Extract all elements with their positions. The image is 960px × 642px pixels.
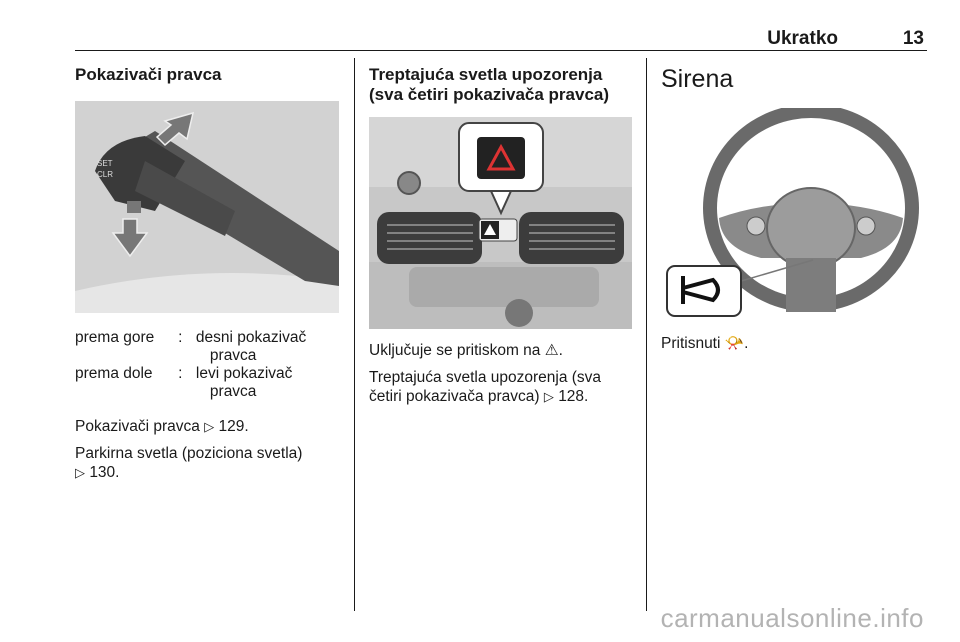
definition-term: prema dole [75,365,153,382]
hazard-warning-icon: ⚠ [544,342,559,359]
section-heading: Sirena [661,65,734,93]
definition-term: prema gore [75,329,155,346]
column-horn [661,60,926,353]
svg-text:CLR: CLR [97,170,114,179]
page-number: 13 [902,28,924,49]
watermark: carmanualsonline.info [660,603,924,633]
cross-reference-link[interactable]: 130. [89,464,120,481]
svg-text:SET: SET [97,159,113,168]
definition-table [75,329,340,401]
cross-reference-link[interactable]: 129. [218,418,249,435]
paragraph: Uključuje se pritiskom na ⚠. [369,342,563,359]
definition-description: levi pokazivač pravca [195,365,293,400]
column-turn-signals [75,60,340,482]
cross-reference-link[interactable]: 128. [558,388,589,405]
paragraph: Pritisnuti 📯. [661,335,749,352]
lever-drawing [75,101,339,313]
cross-reference-icon: ▷ [75,465,85,480]
section-heading: Treptajuća svetla upozorenja (sva četiri pokazivača pravca) [369,65,610,104]
cross-reference-icon: ▷ [543,389,554,404]
definition-separator: : [178,365,183,382]
cross-reference-icon: ▷ [204,419,215,434]
turn-signal-lever-illustration [75,101,339,313]
steering-wheel-drawing [661,108,925,320]
paragraph: Treptajuća svetla upozorenja (sva četiri pokazivača pravca) ▷ 128. [369,369,602,405]
definition-row [75,329,340,365]
column-divider [354,58,355,611]
chapter-title: Ukratko [767,28,838,49]
column-hazard-lights [369,60,634,406]
section-heading: Pokazivači pravca [75,65,222,84]
steering-wheel-illustration [661,108,925,320]
column-divider [646,58,647,611]
horn-icon: 📯 [724,335,745,352]
paragraph: Pokazivači pravca ▷ 129. [75,418,249,435]
hazard-switch-illustration [369,117,632,329]
dashboard-drawing [369,117,632,329]
header-rule [75,50,927,51]
definition-description: desni pokazivač pravca [195,329,307,364]
definition-row [75,365,340,401]
definition-separator: : [178,329,183,346]
paragraph: Parkirna svetla (poziciona svetla) ▷ 130. [75,445,303,481]
